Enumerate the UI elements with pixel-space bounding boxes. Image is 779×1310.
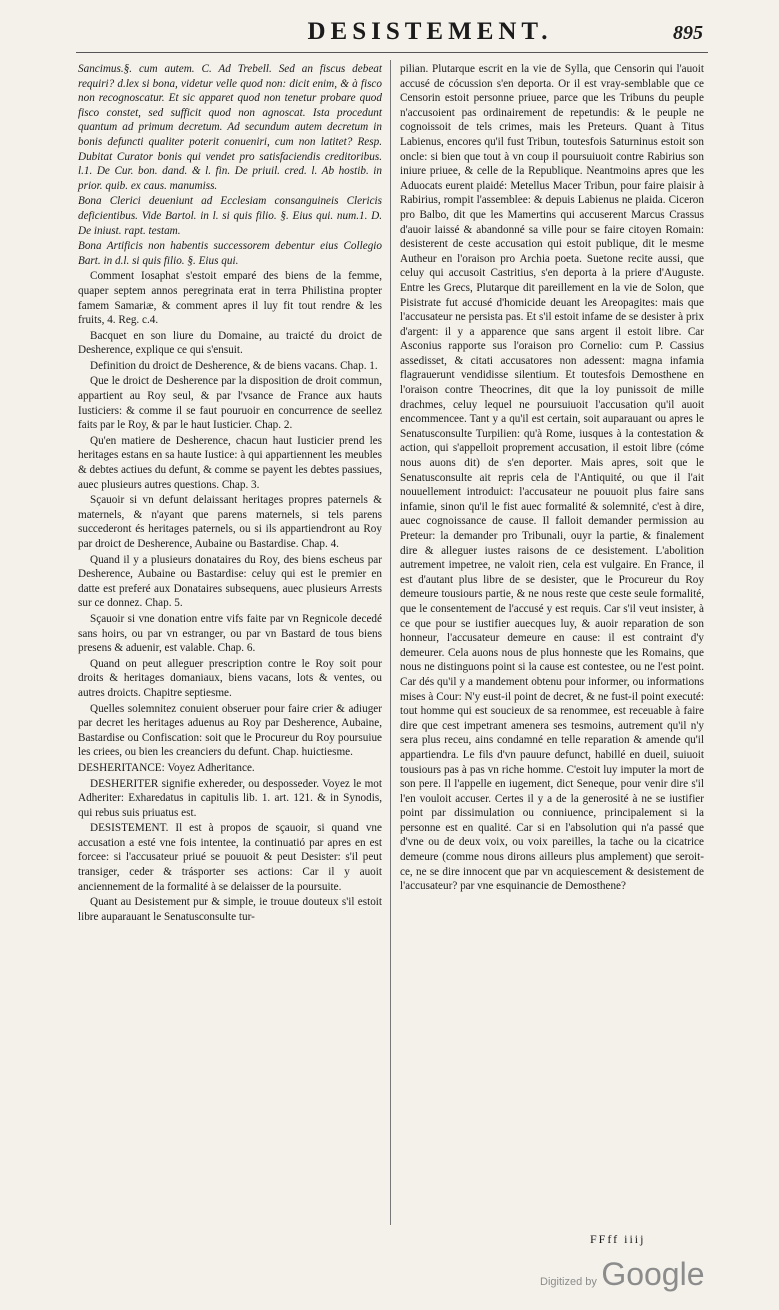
- paragraph: Sancimus.§. cum autem. C. Ad Trebell. Sed an fiscus debeat requiri? d.lex si bona, videtur velle quod non: dicit enim, & à fisco non recognoscatur. Et sic apparet quod non tenetur probare quod fisco constet, sed sufficit quod non agnoscat. Ista procedunt quantum ad primum decretum. Ad secundum autem decretum in bonis defuncti qualiter poterit conueniri, cum non latitet? Resp. Dubitat Curator bonis qui vendet pro satisfaciendis creditoribus. l.1. De Cur. bon. dand. & l. fin. De priuil. cred. l. Ab hostib. in prior. quib. ex caus. manumiss.: [78, 63, 382, 192]
- paragraph: Definition du droict de Desherence, & de biens vacans. Chap. 1.: [90, 359, 378, 372]
- page-number: 895: [673, 22, 703, 44]
- paragraph: Comment Iosaphat s'estoit emparé des biens de la femme, quaper septem annos peregrinata erat in terra Philistina propter famem Samariæ, & comment apres il luy fit tout rendre & les fruits, 4. Reg. c.4.: [78, 270, 382, 327]
- paragraph: Bacquet en son liure du Domaine, au traicté du droict de Desherence, explique ce qui s'ensuit.: [78, 329, 382, 357]
- google-watermark: [540, 1256, 705, 1293]
- paragraph: Quand on peut alleguer prescription contre le Roy soit pour droits & heritages domaniaux, biens vacans, lots & ventes, ou autres droicts. Chapitre septiesme.: [78, 657, 382, 699]
- paragraph: DESISTEMENT. Il est à propos de sçauoir, si quand vne accusation a esté vne fois intentee, la continuatió par apres en est forcee: si l'accusateur priué se pouuoit & peut Desister: s'il peut transiger, ceder & trásporter ses actions: Car il y auoit anciennement de la formalité à se delaisser de la poursuite.: [78, 822, 382, 893]
- google-logo: Google: [601, 1256, 705, 1292]
- paragraph: DESHERITANCE: Voyez Adheritance.: [78, 761, 255, 774]
- paragraph: Quand il y a plusieurs donataires du Roy, des biens escheus par Desherence, Aubaine ou Bastardise: celuy qui est le premier en datte est preferé aux Donataires subsequens, auec plusieurs Arrests sur ce donnez. Chap. 5.: [78, 553, 382, 610]
- running-title: DESISTEMENT.: [307, 18, 553, 45]
- paragraph: Que le droict de Desherence par la disposition de droit commun, appartient au Roy seul, & par l'vsance de France aux hauts Iusticiers: & comme il se faut pouruoir en concurrence de seellez faits par le Roy, & par le haut Iusticier. Chap. 2.: [78, 375, 382, 432]
- paragraph: Quant au Desistement pur & simple, ie trouue douteux s'il estoit libre auparauant le Senatusconsulte tur-: [78, 896, 382, 923]
- paragraph: Quelles solemnitez conuient obseruer pour faire crier & adiuger par decret les heritages aduenus au Roy par Desherence, Aubaine, Bastardise ou Confiscation: soit que le Procureur du Roy poursuiue les criees, ou bien les creanciers du defunt. Chap. huictiesme.: [78, 702, 382, 759]
- paragraph: DESHERITER signifie exhereder, ou desposseder. Voyez le mot Adheriter: Exharedatus in capitulis lib. 1. art. 121. & in Synodis, qui rebus suis priuatus est.: [78, 777, 382, 819]
- paragraph: Bona Clerici deueniunt ad Ecclesiam consanguineis Clericis deficientibus. Vide Bartol. in l. si quis filio. §. Eius qui. num.1. D. De iniust. rapt. testam.: [78, 195, 382, 237]
- left-column: [78, 62, 382, 925]
- paragraph: pilian. Plutarque escrit en la vie de Sylla, que Censorin qui l'auoit accusé de cócussion s'en deporta. Or il est vray-semblable que ce Censorin estoit personne priuee, parce que les Tribuns du peuple n'accusoient pas ordinairement de repetundis: & le peuple ne cognoissoit de tels crimes, mais les Preteurs. Quant à Titus Labienus, encores qu'il fust Tribun, toutesfois Saturninus estoit son oncle: si bien que tout à vn coup il poursuiuoit contre Rabirius son iniure priuee, & celle de la Republique. Neantmoins apres que les Aduocats eurent plaidé: Metellus Macer Tribun, pour faire plaisir à Rabirius, rompit l'assemblee: & depuis Labienus ne plaida. Ciceron pro Balbo, dit que les Mamertins qui accuserent Marcus Crassus d'auoir laissé & abandonné sa ville pour se faire citoyen Romain: desisterent de ceste accusation qui estoit publique, dit le mesme Autheur en l'oraison pro Archia poeta. Suetone recite aussi, que celuy qui accusoit Castritius, s'en deporta à la priere d'Auguste. Entre les Grecs, Plutarque dit pareillement en la vie de Solon, que Pisistrate fut accusé d'homicide deuant les Areopagites: mais que l'accusateur ne persista pas. Et s'il estoit infame de se desister à prix d'argent: il y a apparence que sans argent il estoit libre. Car Asconius rapporte sus l'oraison pro Cornelio: cum P. Cassius assedisset, & citati accusatores non adessent: magna infamia flagrauerunt vendidisse silentium. Et toutesfois Demosthene en l'oraison contre Theocrines, dit que la loy punissoit de mille drachmes, celuy lequel ne poursuiuoit l'accusation qu'il auoit encommencee. Tant y a qu'il est certain, soit auparauant ou apres le Senatusconsulte Turpilien: qu'à Rome, iusques à la contestation & action, qui s'appelloit proprement accusation, il estoit libre (cóme nous auons dit) de s'en deporter. Mais apres, soit que le Senatusconsulte ait repris cela de l'Antiquité, ou que il l'ait nouuellement introduict: l'accusateur ne pouuoit plus faire sans infamie, sinon qu'il le fist auec formalité & solemnité, c'est à dire, auec cognoissance de cause. Il falloit demander permission au Preteur: la demander pro Tribunali, ouyr la partie, & finalement dire & alleguer iustes raisons de ce desistement. L'abolition autrement impetree, ne valoit rien, cela est vulgaire. En France, il est d'autant plus libre de se desister, que le Procureur du Roy demeure tousiours partie, & ne nous reste que ceste seule formalité, que le consentement de l'accusé y est requis. Car s'il veut insister, à ce que pour se iustifier auecques luy, & auoir reparation de son honneur, l'accusateur demeure en cause: il est contraint d'y demeurer. Cela auons nous de plus honneste que les Romains, que nous ne distinguons point si la cause est contestee, ou ne l'est point. Car dés qu'il y a mandement obtenu pour informer, ou informations mises à Cour: N'y eust-il point de decret, & ne fust-il point executé: tout homme qui est soucieux de sa renommee, est receuable à faire dire que cest impetrant amenera ses tesmoins, autrement qu'il n'y sera plus receu, ains condamné en telle reparation & amende qu'il appartiendra. Le fils d'vn pauure defunct, habillé en dueil, suiuoit tousiours pas à pas vn riche homme. C'estoit luy imputer la mort de son pere. Il l'appelle en iugement, dict Seneque, pour venir dire s'il l'en vouloit accuser. Certes il y a de la generosité à ne se iustifier point par dissimulation ou conniuence, principalement si la personne est en qualité. Car si en l'absolution qui n'a passé que d'vne ou de deux voix, ou voix pareilles, la tache ou la cicatrice demeure (comme nous dirons ailleurs plus amplement) que seroit-ce, ne se dire innocent que par vn acquiescement & desistement de l'accusateur? par vne esquinancie de Demosthene?: [400, 63, 704, 893]
- paragraph: Qu'en matiere de Desherence, chacun haut Iusticier prend les heritages estans en sa haute Iustice: à qui appartiennent les meubles & debtes actiues du defunt, & comme se payent les debtes passiues, auec plusieurs autres questions. Chap. 3.: [78, 434, 382, 491]
- watermark-prefix: Digitized by: [540, 1276, 597, 1288]
- paragraph: Sçauoir si vn defunt delaissant heritages propres paternels & maternels, & n'ayant que parens maternels, si tels parens succederont és heritages paternels, ou si ils appartiendront au Roy par droict de Desherence, Aubaine ou Bastardise. Chap. 4.: [78, 494, 382, 550]
- paragraph: Sçauoir si vne donation entre vifs faite par vn Regnicole decedé sans hoirs, ou par vn estranger, ou par vn Bastard de tous biens presens & aduenir, est valable. Chap. 6.: [78, 612, 382, 655]
- right-column: [400, 62, 704, 895]
- signature-mark: FFff iiij: [590, 1232, 646, 1246]
- paragraph: Bona Artificis non habentis successorem debentur eius Collegio Bart. in d.l. si quis filio. §. Eius qui.: [78, 240, 382, 267]
- column-divider: [390, 60, 391, 1225]
- header-rule: [76, 52, 708, 53]
